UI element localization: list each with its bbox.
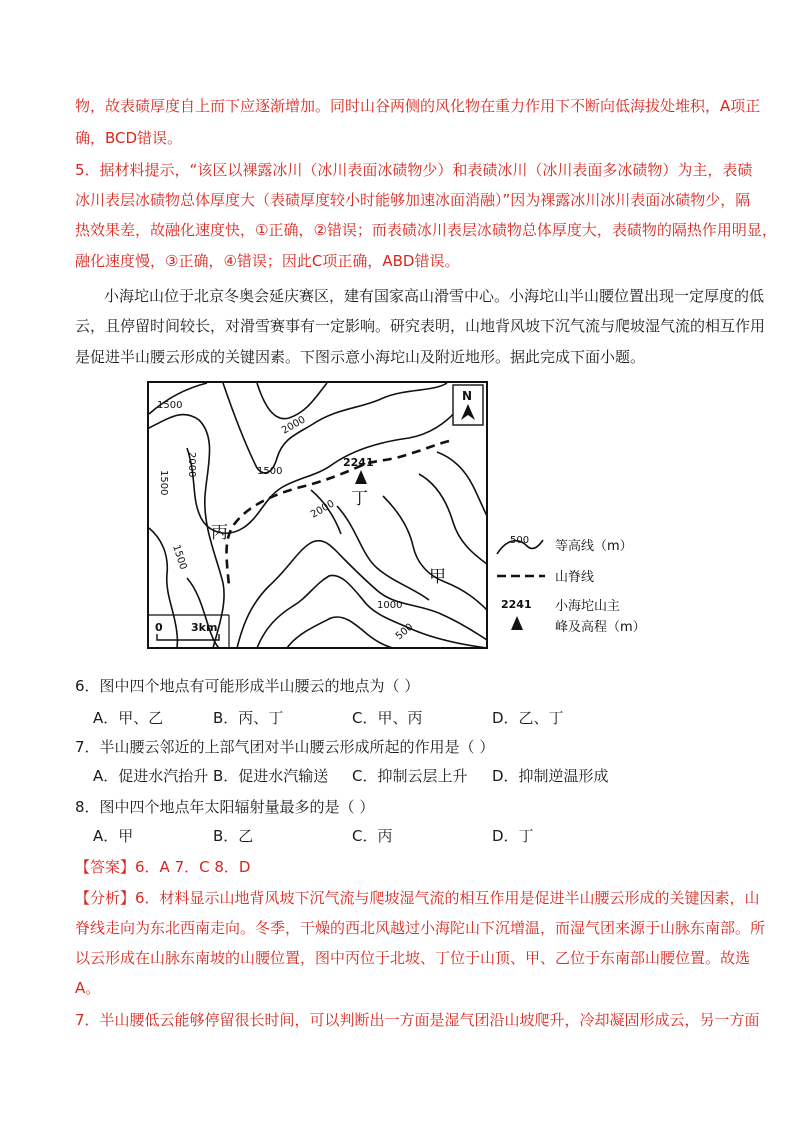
analysis-line: 脊线走向为东北西南走向。冬季，干燥的西北风越过小海陀山下沉增温，而湿气团来源于山脉东南部。所 — [75, 919, 766, 937]
analysis-line: A。 — [75, 979, 101, 997]
q8-option-c: C．丙 — [352, 827, 393, 845]
legend-peak-icon — [511, 616, 523, 630]
legend-peak-value: 2241 — [501, 598, 532, 611]
answer-key: 【答案】6．A 7．C 8．D — [75, 858, 251, 876]
q6-option-c: C．甲、丙 — [352, 709, 423, 727]
contour-label: 1500 — [158, 470, 169, 496]
contour-label: 2000 — [280, 414, 308, 437]
place-bing: 丙 — [211, 523, 228, 543]
contour-label: 500 — [393, 621, 416, 643]
topographic-map — [147, 378, 667, 653]
place-jia: 甲 — [429, 567, 446, 587]
legend-contour-sample: 500 — [510, 535, 530, 546]
scale-length: 3km — [191, 621, 218, 634]
q7-option-d: D．抑制逆温形成 — [492, 767, 609, 785]
q8-option-d: D．丁 — [492, 827, 534, 845]
passage-line: 小海坨山位于北京冬奥会延庆赛区，建有国家高山滑雪中心。小海坨山半山腰位置出现一定厚度的低 — [104, 287, 765, 305]
q8-option-a: A．甲 — [93, 827, 134, 845]
scale-bar — [157, 634, 219, 640]
q7-option-b: B．促进水汽输送 — [213, 767, 329, 785]
contour-label: 1500 — [170, 543, 189, 572]
analysis-line: 以云形成在山脉东南坡的山腰位置，图中丙位于北坡、丁位于山顶、甲、乙位于东南部山腰位置。故选 — [75, 949, 751, 967]
answer-text-line: 确，BCD错误。 — [75, 129, 183, 147]
q5-explanation-line: 热效果差，故融化速度快，①正确，②错误；而表碛冰川表层冰碛物总体厚度大，表碛物的隔热作用明显， — [75, 221, 777, 239]
q7-option-c: C．抑制云层上升 — [352, 767, 468, 785]
q6-option-d: D．乙、丁 — [492, 709, 564, 727]
peak-triangle-icon — [355, 470, 367, 484]
analysis-line: 7．半山腰低云能够停留很长时间，可以判断出一方面是湿气团沿山坡爬升，冷却凝固形成云，另一方面 — [75, 1011, 760, 1029]
legend-peak-label: 峰及高程（m） — [555, 620, 646, 635]
question-8-stem: 8．图中四个地点年太阳辐射量最多的是（ ） — [75, 798, 375, 816]
contour-label: 1500 — [257, 466, 283, 477]
q7-option-a: A．促进水汽抬升 — [93, 767, 209, 785]
north-label: N — [462, 389, 473, 403]
legend-peak-label: 小海坨山主 — [555, 599, 621, 614]
passage-line: 是促进半山腰云形成的关键因素。下图示意小海坨山及附近地形。据此完成下面小题。 — [75, 348, 646, 366]
peak-elevation-label: 2241 — [343, 456, 374, 469]
question-7-stem: 7．半山腰云邻近的上部气团对半山腰云形成所起的作用是（ ） — [75, 738, 495, 756]
ridge-line — [227, 441, 450, 586]
q6-option-a: A．甲、乙 — [93, 709, 164, 727]
contour-label: 1000 — [377, 600, 403, 611]
q5-explanation-line: 融化速度慢，③正确，④错误；因此C项正确，ABD错误。 — [75, 252, 460, 270]
answer-text-line: 物，故表碛厚度自上而下应逐渐增加。同时山谷两侧的风化物在重力作用下不断向低海拔处堆积，A项正 — [75, 97, 761, 115]
q5-explanation-line: 冰川表层冰碛物总体厚度大（表碛厚度较小时能够加速冰面消融）”因为裸露冰川冰川表面冰碛物少，隔 — [75, 191, 751, 209]
place-ding: 丁 — [351, 489, 368, 509]
analysis-line: 【分析】6．材料显示山地背风坡下沉气流与爬坡湿气流的相互作用是促进半山腰云形成的关键因素，山 — [75, 889, 760, 907]
q5-explanation-line: 5．据材料提示，“该区以裸露冰川（冰川表面冰碛物少）和表碛冰川（冰川表面多冰碛物）为主，表碛 — [75, 161, 753, 179]
contour-label: 1500 — [157, 400, 183, 411]
contour-label: 2000 — [309, 498, 337, 521]
contour-label: 2000 — [186, 452, 197, 478]
q6-option-b: B．丙、丁 — [213, 709, 284, 727]
scale-zero: 0 — [155, 621, 163, 634]
question-6-stem: 6．图中四个地点有可能形成半山腰云的地点为（ ） — [75, 677, 420, 695]
passage-line: 云，且停留时间较长，对滑雪赛事有一定影响。研究表明，山地背风坡下沉气流与爬坡湿气流的相互作用 — [75, 317, 766, 335]
q8-option-b: B．乙 — [213, 827, 254, 845]
legend-ridge-label: 山脊线 — [555, 570, 595, 585]
legend-contour-label: 等高线（m） — [555, 539, 633, 554]
